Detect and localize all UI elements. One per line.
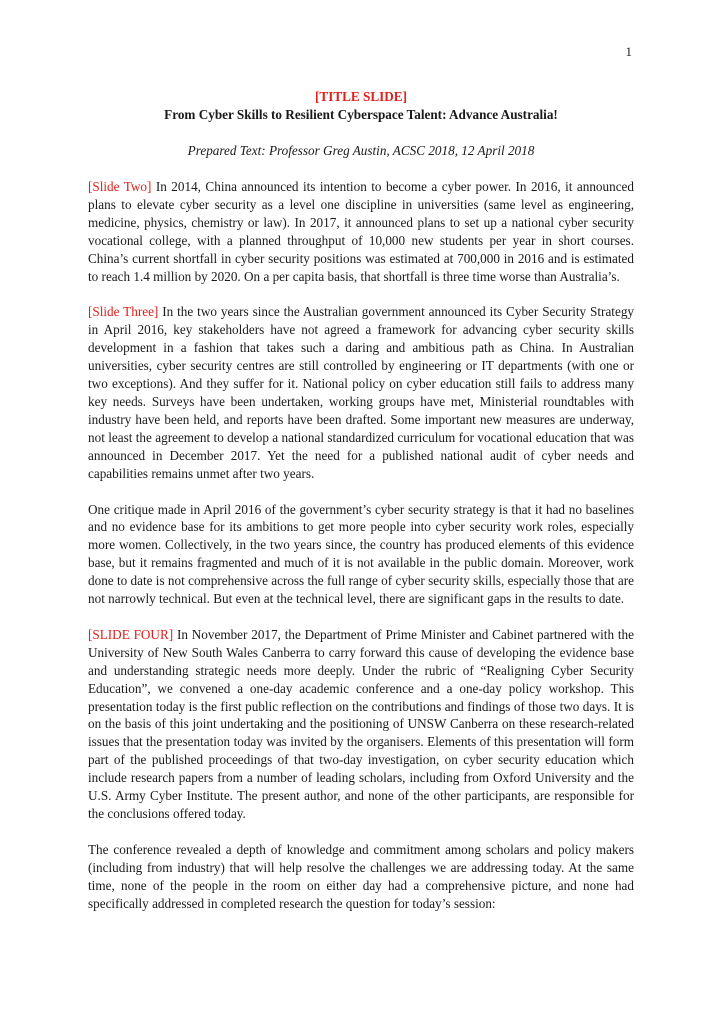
paragraph-text: One critique made in April 2016 of the government’s cyber security strategy is that it had no baselines and no evidence base for its ambitions to get more people into cyber security work roles, especially more women. Collectively, in the two years since, the country has produced elements of this evidence base, but it remains fragmented and much of it is not available in the public domain. Moreover, work done to date is not comprehensive across the full range of cyber security skills, especially those that are not narrowly technical. But even at the technical level, there are significant gaps in the results to date. <box>88 501 634 607</box>
page-number: 1 <box>625 44 632 59</box>
paragraph-text: The conference revealed a depth of knowledge and commitment among scholars and policy makers (including from industry) that will help resolve the challenges we are addressing today. At the same time, none of the people in the room on either day had a comprehensive picture, and none had specifically addressed in completed research the question for today’s session: <box>88 841 634 911</box>
document-title: From Cyber Skills to Resilient Cyberspace Talent: Advance Australia! <box>164 107 558 122</box>
title-slide-tag: [TITLE SLIDE] <box>315 89 407 104</box>
paragraph-text: In November 2017, the Department of Prime Minister and Cabinet partnered with the University of New South Wales Canberra to carry forward this cause of developing the evidence base and understanding strategic needs more deeply. Under the rubric of “Realigning Cyber Security Education”, we convened a one-day academic conference and a one-day policy workshop. This presentation today is the first public reflection on the contributions and findings of those two days. It is on the basis of this joint undertaking and the positioning of UNSW Canberra on these research-related issues that the presentation today was invited by the organisers. Elements of this presentation will form part of the published proceedings of that two-day investigation, on cyber security education which include research papers from a number of leading scholars, including from Oxford University and the U.S. Army Cyber Institute. The present author, and none of the other participants, are responsible for the conclusions offered today. <box>88 626 634 821</box>
slide-tag: [Slide Three] <box>88 304 159 320</box>
paragraph-text: In 2014, China announced its intention to become a cyber power. In 2016, it announced plans to elevate cyber security as a level one discipline in universities (same level as engineering, medicine, physics, chemistry or law). In 2017, it announced plans to set up a national cyber security vocational college, with a planned throughput of 10,000 new students per year in short courses. China’s current shortfall in cyber security positions was estimated at 700,000 in 2016 and is estimated to reach 1.4 million by 2020. On a per capita basis, that shortfall is three time worse than Australia’s. <box>88 179 634 284</box>
prepared-text-line: Prepared Text: Professor Greg Austin, ACSC 2018, 12 April 2018 <box>187 143 535 158</box>
paragraph-slide-two <box>88 178 634 285</box>
slide-tag: [Slide Two] <box>88 179 152 194</box>
paragraph-critique <box>88 501 634 608</box>
paragraph-conference <box>88 841 634 913</box>
paragraph-slide-four <box>88 626 634 823</box>
document-body <box>88 88 634 931</box>
slide-tag: [SLIDE FOUR] <box>88 626 174 642</box>
paragraph-slide-three <box>88 303 634 482</box>
paragraph-text: In the two years since the Australian government announced its Cyber Security Strategy in April 2016, key stakeholders have not agreed a framework for advancing cyber security skills development in a fashion that takes such a daring and ambitious path as China. In Australian universities, cyber security centres are still controlled by engineering or IT departments (with one or two exceptions). And they suffer for it. National policy on cyber education still fails to address many key needs. Surveys have been undertaken, working groups have met, Ministerial roundtables with industry have been held, and reports have been drafted. Some important new measures are underway, not least the agreement to develop a national standardized curriculum for vocational education that was announced in December 2017. Yet the need for a published national audit of cyber needs and capabilities remains unmet after two years. <box>88 304 635 481</box>
